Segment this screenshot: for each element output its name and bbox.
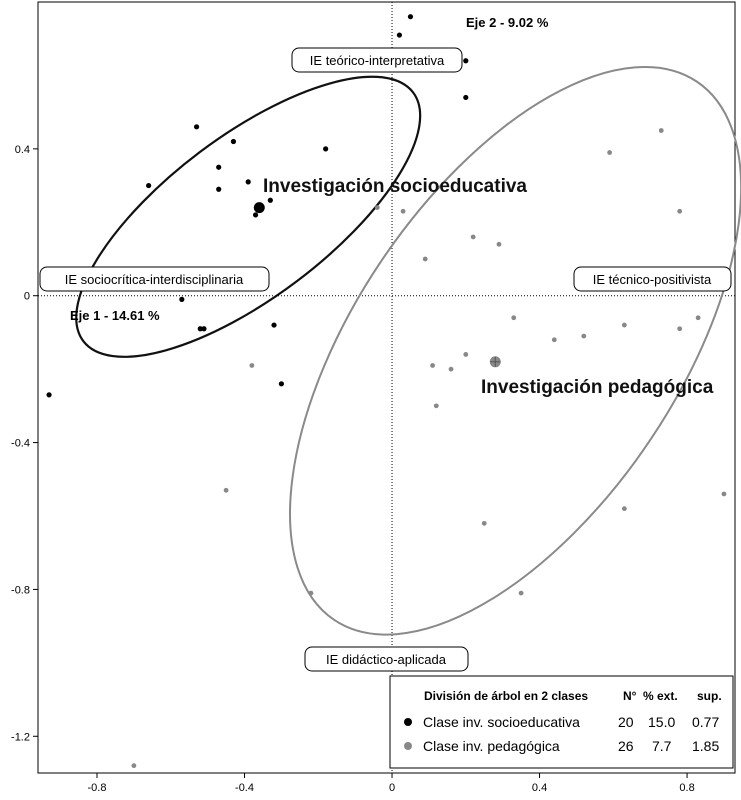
- legend-marker-pedagogica: [404, 742, 412, 750]
- x-tick-label: -0.8: [87, 782, 107, 794]
- point-socioeducativa: [146, 183, 151, 188]
- point-socioeducativa: [246, 179, 251, 184]
- y-tick-label: 0.4: [14, 143, 30, 156]
- legend-row-1-ext: 7.7: [652, 738, 672, 754]
- pole-label-top-text: IE teórico-interpretativa: [309, 53, 445, 68]
- point-pedagogica: [401, 209, 406, 214]
- point-pedagogica: [308, 591, 313, 596]
- class-label-socioeducativa: Investigación socioeducativa: [263, 176, 527, 197]
- point-socioeducativa: [253, 212, 258, 217]
- point-socioeducativa: [198, 326, 203, 331]
- centroid-socioeducativa: [254, 202, 265, 213]
- legend-row-1-label: Clase inv. pedagógica: [423, 738, 560, 754]
- point-pedagogica: [449, 367, 454, 372]
- legend-marker-socioeducativa: [404, 718, 412, 726]
- legend-header-n: N°: [623, 689, 637, 703]
- legend-row-1-sup: 1.85: [692, 738, 720, 754]
- x-axis-ticks: [88, 773, 695, 794]
- point-pedagogica: [552, 337, 557, 342]
- point-pedagogica: [622, 506, 627, 511]
- point-socioeducativa: [323, 146, 328, 151]
- x-tick-label: -0.4: [235, 782, 255, 794]
- point-pedagogica: [471, 235, 476, 240]
- y-tick-label: -0.4: [11, 437, 30, 450]
- legend-header-ext: % ext.: [643, 689, 678, 703]
- point-pedagogica: [434, 403, 439, 408]
- point-socioeducativa: [271, 322, 276, 327]
- legend-row-0-n: 20: [618, 714, 634, 730]
- x-tick-label: 0: [388, 782, 396, 794]
- point-socioeducativa: [216, 187, 221, 192]
- point-pedagogica: [622, 323, 627, 328]
- x-tick-label: 0.4: [531, 782, 548, 794]
- point-socioeducativa: [463, 95, 468, 100]
- legend-row-0-ext: 15.0: [648, 714, 676, 730]
- point-pedagogica: [482, 521, 487, 526]
- y-tick-label: 0: [23, 290, 30, 303]
- point-socioeducativa: [194, 124, 199, 129]
- y-tick-label: -1.2: [11, 731, 30, 744]
- point-pedagogica: [677, 326, 682, 331]
- legend-row-1-n: 26: [618, 738, 634, 754]
- point-pedagogica: [423, 257, 428, 262]
- point-socioeducativa: [179, 297, 184, 302]
- legend-row-0-label: Clase inv. socioeducativa: [423, 714, 580, 730]
- point-pedagogica: [607, 150, 612, 155]
- y-tick-label: -0.8: [11, 584, 30, 597]
- pole-label-top: [292, 48, 462, 72]
- point-socioeducativa: [279, 381, 284, 386]
- axis-2-title: Eje 2 - 9.02 %: [466, 15, 549, 30]
- axis-1-title: Eje 1 - 14.61 %: [70, 308, 160, 323]
- legend-header-title: División de árbol en 2 clases: [424, 689, 589, 703]
- pole-label-right-text: IE técnico-positivista: [592, 272, 712, 287]
- point-pedagogica: [430, 363, 435, 368]
- point-pedagogica: [581, 334, 586, 339]
- point-socioeducativa: [216, 165, 221, 170]
- point-pedagogica: [131, 763, 136, 768]
- legend: [390, 676, 733, 768]
- point-pedagogica: [677, 209, 682, 214]
- pole-label-bottom: [305, 647, 468, 671]
- point-pedagogica: [463, 352, 468, 357]
- point-socioeducativa: [231, 139, 236, 144]
- point-socioeducativa: [46, 392, 51, 397]
- point-pedagogica: [375, 205, 380, 210]
- point-pedagogica: [519, 591, 524, 596]
- legend-header-sup: sup.: [697, 689, 722, 703]
- pole-label-right: [574, 267, 731, 291]
- point-pedagogica: [224, 488, 229, 493]
- point-pedagogica: [659, 128, 664, 133]
- y-axis-ticks: [11, 144, 38, 743]
- point-pedagogica: [249, 363, 254, 368]
- legend-row-0-sup: 0.77: [692, 714, 720, 730]
- point-pedagogica: [696, 315, 701, 320]
- point-pedagogica: [497, 242, 502, 247]
- pole-label-left: [40, 267, 269, 291]
- point-pedagogica: [511, 315, 516, 320]
- point-pedagogica: [722, 492, 727, 497]
- point-socioeducativa: [397, 32, 402, 37]
- pole-label-left-text: IE sociocrítica-interdisciplinaria: [64, 272, 244, 287]
- pole-label-bottom-text: IE didáctico-aplicada: [326, 652, 446, 667]
- x-tick-label: 0.8: [679, 782, 695, 794]
- point-socioeducativa: [463, 58, 468, 63]
- point-socioeducativa: [268, 198, 273, 203]
- class-label-pedagogica: Investigación pedagógica: [481, 377, 714, 398]
- point-socioeducativa: [408, 14, 413, 19]
